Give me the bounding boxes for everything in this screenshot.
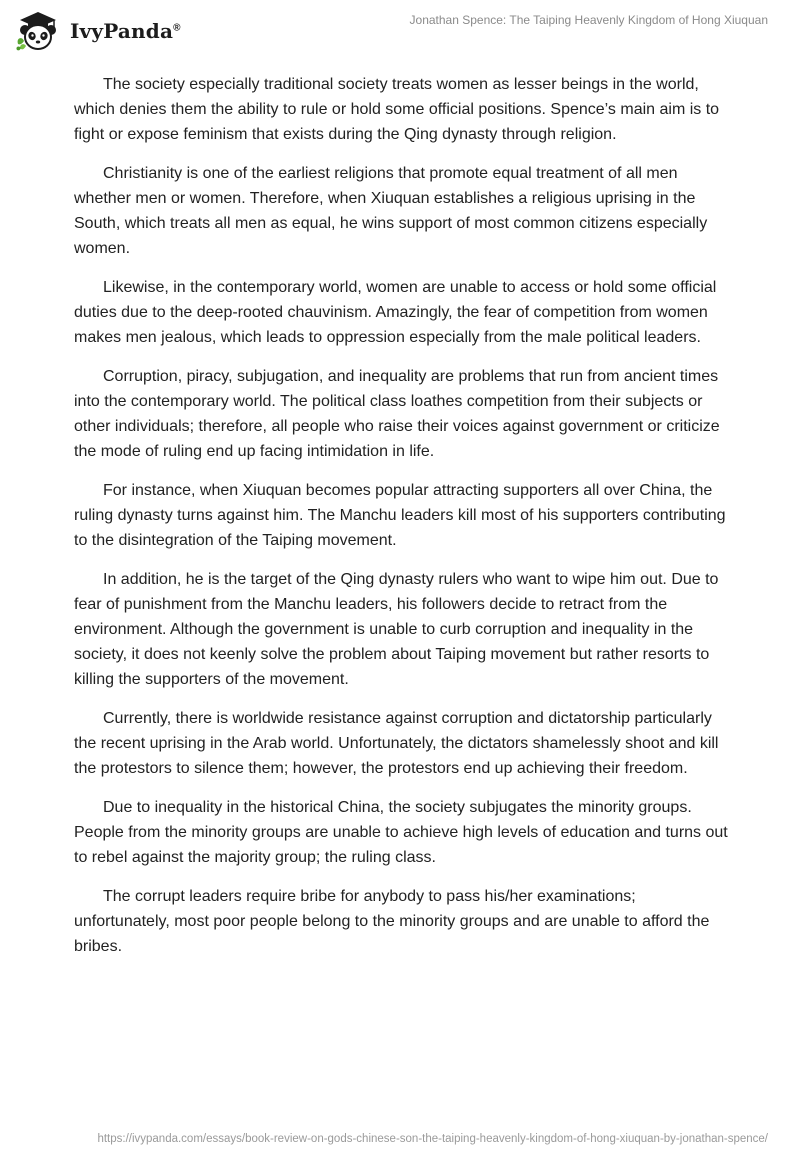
panda-graduate-icon (14, 8, 64, 52)
source-url[interactable]: https://ivypanda.com/essays/book-review-on-gods-chinese-son-the-taiping-heavenly-kingdom-of-hong-xiuquan-by-jonathan-spence/ (97, 1133, 768, 1145)
paragraph: Currently, there is worldwide resistance against corruption and dictatorship particularly the recent uprising in the Arab world. Unfortunately, the dictators shamelessly shoot and kill the protestors to silence them; however, the protestors end up achieving their freedom. (74, 710, 719, 777)
registered-mark: ® (173, 22, 181, 34)
paragraph: In addition, he is the target of the Qing dynasty rulers who want to wipe him out. Due to fear of punishment from the Manchu leaders, his followers decide to retract from the environment. Although the government is unable to curb corruption and inequality in the society, it does not keenly solve the problem about Taiping movement but rather resorts to killing the supporters of the movement. (74, 571, 719, 688)
paragraph: The corrupt leaders require bribe for anybody to pass his/her examinations; unfortunately, most poor people belong to the minority groups and are unable to afford the bribes. (74, 888, 710, 955)
essay-body (74, 72, 734, 973)
page-header (0, 0, 800, 60)
document-title: Jonathan Spence: The Taiping Heavenly Kingdom of Hong Xiuquan (409, 13, 768, 27)
paragraph: For instance, when Xiuquan becomes popular attracting supporters all over China, the ruling dynasty turns against him. The Manchu leaders kill most of his supporters contributing to the disintegration of the Taiping movement. (74, 482, 726, 549)
paragraph: The society especially traditional society treats women as lesser beings in the world, which denies them the ability to rule or hold some official positions. Spence’s main aim is to fight or expose feminism that exists during the Qing dynasty through religion. (74, 76, 720, 143)
paragraph: Due to inequality in the historical China, the society subjugates the minority groups. People from the minority groups are unable to achieve high levels of education and turns out to rebel against the majority group; the ruling class. (74, 799, 728, 866)
ivypanda-logo[interactable] (14, 8, 181, 52)
logo-wordmark: IvyPanda® (70, 19, 181, 43)
paragraph: Christianity is one of the earliest religions that promote equal treatment of all men whether men or women. Therefore, when Xiuquan establishes a religious uprising in the South, which treats all men as equal, he wins support of most common citizens especially women. (74, 165, 708, 257)
paragraph: Corruption, piracy, subjugation, and inequality are problems that run from ancient times into the contemporary world. The political class loathes competition from their subjects or other individuals; therefore, all people who raise their voices against government or criticize the mode of ruling end up facing intimidation in life. (74, 368, 720, 460)
paragraph: Likewise, in the contemporary world, women are unable to access or hold some official duties due to the deep-rooted chauvinism. Amazingly, the fear of competition from women makes men jealous, which leads to oppression especially from the male political leaders. (74, 279, 717, 346)
